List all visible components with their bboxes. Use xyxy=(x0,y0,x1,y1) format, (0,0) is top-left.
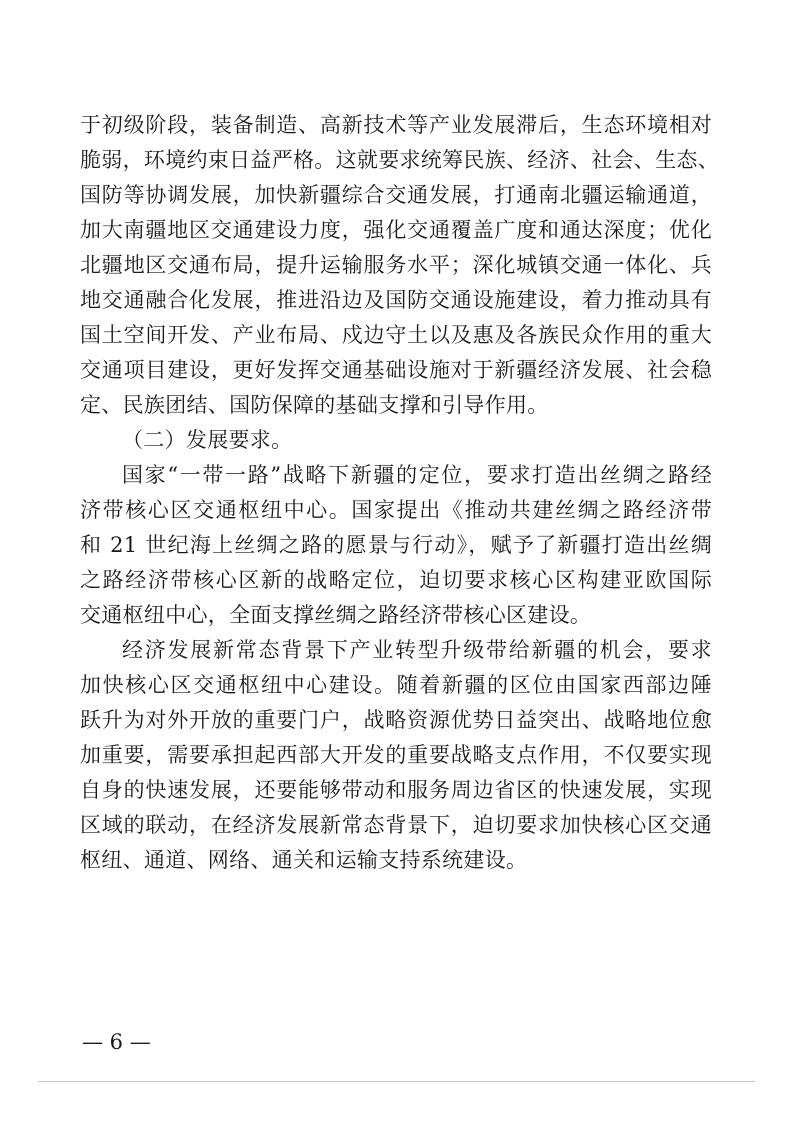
document-body xyxy=(80,108,719,878)
text-line: 区域的联动，在经济发展新常态背景下，迫切要求加快核心区交通 xyxy=(80,813,712,837)
page-number: — 6 — xyxy=(82,1030,151,1054)
text-line: 国家“一带一路”战略下新疆的定位，要求打造出丝绸之路经 xyxy=(122,463,712,487)
text-line: 加快核心区交通枢纽中心建设。随着新疆的区位由国家西部边陲 xyxy=(80,673,712,697)
text-line: 脆弱，环境约束日益严格。这就要求统筹民族、经济、社会、生态、 xyxy=(80,148,719,172)
text-line: 北疆地区交通布局，提升运输服务水平；深化城镇交通一体化、兵 xyxy=(80,253,712,277)
text-line: 跃升为对外开放的重要门户，战略资源优势日益突出、战略地位愈 xyxy=(80,708,712,732)
paragraph-2 xyxy=(80,458,712,633)
text-line: 交通枢纽中心，全面支撑丝绸之路经济带核心区建设。 xyxy=(80,603,592,627)
paragraph-1 xyxy=(80,108,719,423)
text-line: 枢纽、通道、网络、通关和运输支持系统建设。 xyxy=(80,848,528,872)
text-line: 加大南疆地区交通建设力度，强化交通覆盖广度和通达深度；优化 xyxy=(80,218,712,242)
text-line: 经济发展新常态背景下产业转型升级带给新疆的机会，要求 xyxy=(122,638,712,662)
text-line: 交通项目建设，更好发挥交通基础设施对于新疆经济发展、社会稳 xyxy=(80,358,712,382)
section-heading: （二）发展要求。 xyxy=(122,428,293,452)
text-line: 于初级阶段，装备制造、高新技术等产业发展滞后，生态环境相对 xyxy=(80,113,712,137)
page-divider xyxy=(38,1081,755,1082)
paragraph-3 xyxy=(80,633,712,878)
text-line: 国土空间开发、产业布局、戍边守土以及惠及各族民众作用的重大 xyxy=(80,323,712,347)
text-line: 和 21 世纪海上丝绸之路的愿景与行动》，赋予了新疆打造出丝绸 xyxy=(80,533,712,557)
text-line: 之路经济带核心区新的战略定位，迫切要求核心区构建亚欧国际 xyxy=(80,568,712,592)
text-line: 定、民族团结、国防保障的基础支撑和引导作用。 xyxy=(80,393,549,417)
text-line: 加重要，需要承担起西部大开发的重要战略支点作用，不仅要实现 xyxy=(80,743,712,767)
text-line: 国防等协调发展，加快新疆综合交通发展，打通南北疆运输通道， xyxy=(80,183,712,207)
text-line: 自身的快速发展，还要能够带动和服务周边省区的快速发展，实现 xyxy=(80,778,712,802)
text-line: 济带核心区交通枢纽中心。国家提出《推动共建丝绸之路经济带 xyxy=(80,498,712,522)
text-line: 地交通融合化发展，推进沿边及国防交通设施建设，着力推动具有 xyxy=(80,288,712,312)
